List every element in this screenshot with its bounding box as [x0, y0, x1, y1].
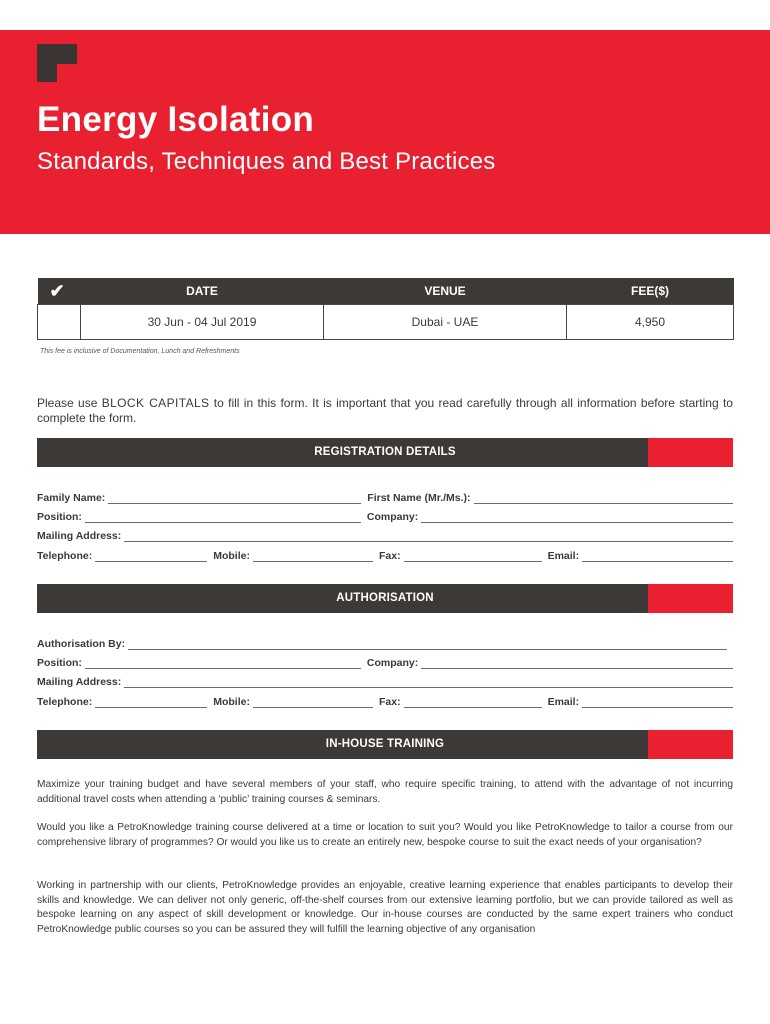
table-row [38, 305, 734, 340]
authorised-by-field[interactable] [128, 638, 727, 650]
page-subtitle: Standards, Techniques and Best Practices [37, 148, 496, 175]
instructions-emphasis: BLOCK CAPITALS [101, 396, 210, 410]
course-table [37, 278, 734, 340]
inhouse-section-header [37, 730, 733, 759]
first-name-label: First Name (Mr./Ms.): [367, 492, 471, 504]
registration-address-row [37, 528, 733, 542]
venue-header: VENUE [324, 278, 567, 305]
authorisation-address-row [37, 674, 733, 688]
header-banner [0, 30, 770, 234]
auth-fax-field[interactable] [404, 696, 542, 708]
mailing-address-field[interactable] [124, 530, 733, 542]
company-field[interactable] [421, 511, 733, 523]
registration-section-header [37, 438, 733, 467]
telephone-field[interactable] [95, 550, 207, 562]
auth-email-field[interactable] [582, 696, 733, 708]
auth-telephone-label: Telephone: [37, 696, 93, 708]
fee-note: This fee is inclusive of Documentation, Lunch and Refreshments [40, 348, 240, 355]
brand-logo [37, 44, 77, 82]
inhouse-paragraph-1: Maximize your training budget and have several members of your staff, who require specific training, to attend with the advantage of not incurring additional travel costs when attending a ‘public’ training courses & seminars. [37, 779, 733, 805]
auth-company-field[interactable] [421, 657, 733, 669]
instructions-after: to fill in this form. It is important that you read carefully through all information before starting to complete the form. [37, 396, 733, 425]
mobile-label: Mobile: [213, 550, 250, 562]
telephone-label: Telephone: [37, 550, 93, 562]
auth-mobile-field[interactable] [253, 696, 373, 708]
first-name-field[interactable] [474, 492, 733, 504]
company-label: Company: [366, 511, 419, 523]
fee-cell: 4,950 [567, 305, 734, 340]
inhouse-title: IN-HOUSE TRAINING [325, 738, 445, 750]
mobile-field[interactable] [253, 550, 373, 562]
form-instructions [37, 396, 733, 426]
date-cell: 30 Jun - 04 Jul 2019 [81, 305, 324, 340]
inhouse-paragraph-3: Working in partnership with our clients, PetroKnowledge provides an enjoyable, creative learning experience that enables participants to develop their skills and knowledge. We can deliver not only generic, off-the-shelf courses from our extensive learning portfolio, but we can provide tailored as well as bespoke learning on any aspect of skill development or knowledge. Our in-house courses are conducted by the same expert trainers who conduct PetroKnowledge public courses so you can be assured they will fulfill the learning objective of any organisation [37, 880, 733, 935]
auth-mailing-address-field[interactable] [124, 676, 733, 688]
authorisation-position-row [37, 655, 733, 669]
registration-contact-row [37, 548, 733, 562]
email-field[interactable] [582, 550, 733, 562]
family-name-field[interactable] [108, 492, 361, 504]
registration-position-row [37, 509, 733, 523]
email-label: Email: [547, 550, 580, 562]
authorised-by-label: Authorisation By: [37, 638, 126, 650]
registration-title: REGISTRATION DETAILS [314, 446, 456, 458]
fax-label: Fax: [378, 550, 401, 562]
authorisation-title: AUTHORISATION [336, 592, 434, 604]
fax-field[interactable] [404, 550, 542, 562]
auth-position-field[interactable] [85, 657, 361, 669]
auth-company-label: Company: [366, 657, 419, 669]
mailing-address-label: Mailing Address: [37, 530, 122, 542]
authorisation-contact-row [37, 694, 733, 708]
inhouse-paragraph-2: Would you like a PetroKnowledge training course delivered at a time or location to suit you? Would you like PetroKnowledge to tailor a course from our comprehensive library of programmes? Or would you like us to create an entirely new, bespoke course to suit the exact needs of your organisation? [37, 822, 733, 848]
auth-mobile-label: Mobile: [213, 696, 250, 708]
date-header: DATE [81, 278, 324, 305]
course-table-header [38, 278, 734, 305]
registration-name-row [37, 490, 733, 504]
family-name-label: Family Name: [37, 492, 106, 504]
authorisation-section-header [37, 584, 733, 613]
position-field[interactable] [85, 511, 361, 523]
auth-telephone-field[interactable] [95, 696, 207, 708]
auth-fax-label: Fax: [378, 696, 401, 708]
auth-position-label: Position: [37, 657, 82, 669]
select-checkbox-cell[interactable] [38, 305, 81, 340]
page-title: Energy Isolation [37, 100, 315, 139]
auth-mailing-address-label: Mailing Address: [37, 676, 122, 688]
position-label: Position: [37, 511, 82, 523]
check-icon: ✔ [38, 278, 81, 305]
instructions-before: Please use [37, 396, 102, 410]
fee-header: FEE($) [567, 278, 734, 305]
authorisation-by-row [37, 636, 733, 650]
venue-cell: Dubai - UAE [324, 305, 567, 340]
auth-email-label: Email: [547, 696, 580, 708]
